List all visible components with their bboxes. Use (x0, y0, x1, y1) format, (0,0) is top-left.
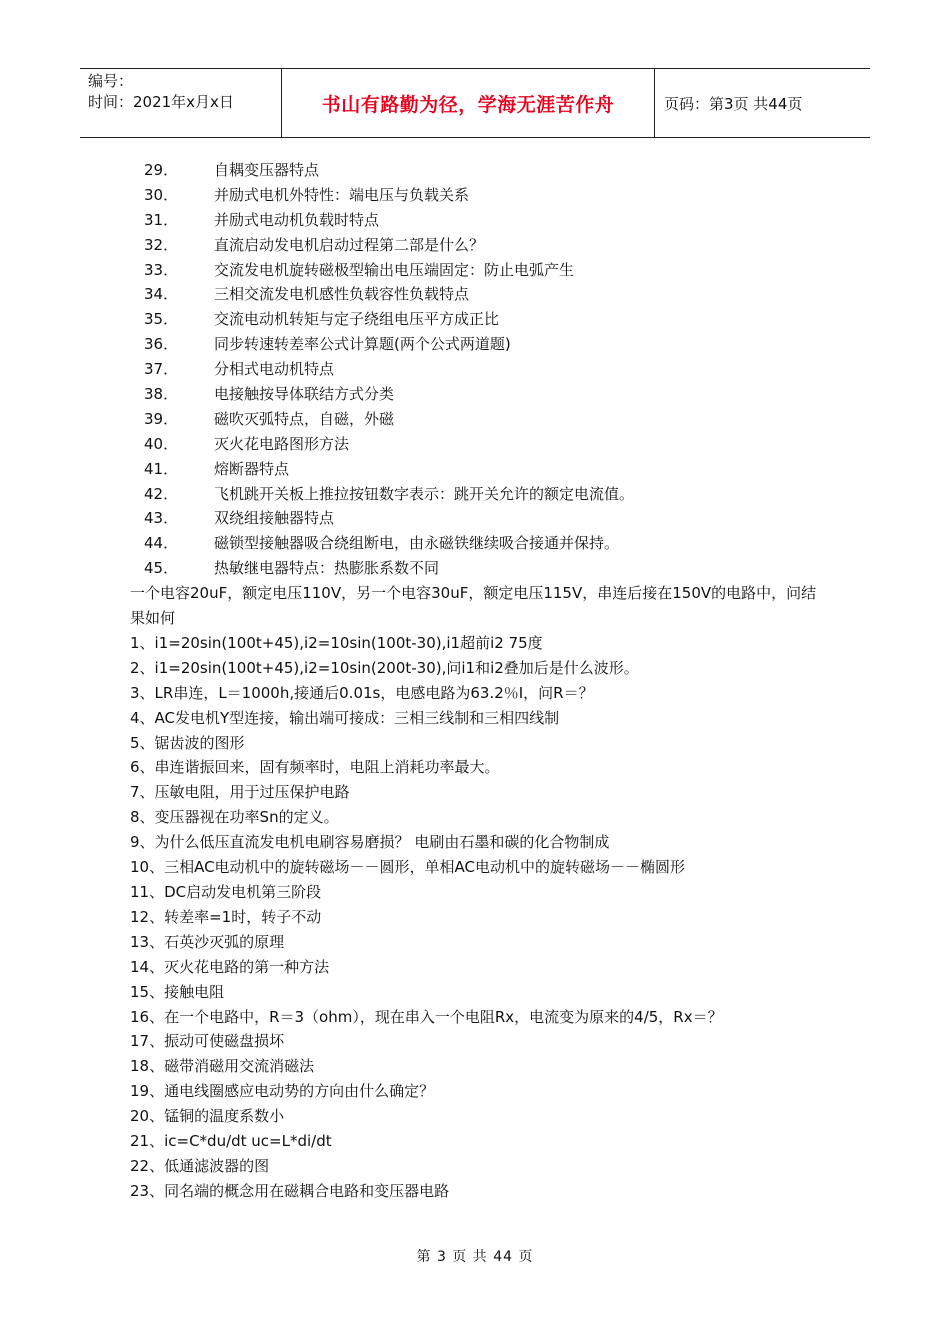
doc-number-label: 编号： (88, 72, 134, 90)
header-page-cell (654, 69, 870, 137)
paragraph-line: 3、LR串连，L＝1000h,接通后0.01s，电感电路为63.2％I，问R＝？ (130, 683, 594, 702)
paragraph-line: 10、三相AC电动机中的旋转磁场－－圆形，单相AC电动机中的旋转磁场－－椭圆形 (130, 858, 686, 877)
item-text: 自耦变压器特点 (214, 161, 320, 179)
item-number: 44． (144, 534, 179, 553)
item-number: 38． (144, 385, 179, 404)
page-header (80, 68, 870, 138)
numbered-item (130, 531, 820, 556)
item-number: 35． (144, 310, 179, 329)
paragraph-list (130, 581, 820, 1204)
numbered-list (130, 158, 820, 581)
item-number: 33． (144, 260, 179, 279)
numbered-item (130, 357, 820, 382)
item-number: 43． (144, 509, 179, 528)
header-motto: 书山有路勤为径，学海无涯苦作舟 (321, 93, 615, 116)
numbered-item (130, 432, 820, 457)
paragraph-line: 9、为什么低压直流发电机电刷容易磨损？ 电刷由石墨和碳的化合物制成 (130, 833, 610, 852)
item-text: 双绕组接触器特点 (214, 509, 335, 528)
item-number: 31． (144, 210, 179, 229)
numbered-item (130, 158, 820, 183)
paragraph-line: 6、串连谐振回来，固有频率时，电阻上消耗功率最大。 (130, 758, 500, 777)
item-text: 热敏继电器特点：热膨胀系数不同 (214, 559, 440, 578)
numbered-item (130, 457, 820, 482)
numbered-item (130, 307, 820, 332)
item-text: 磁吹灭弧特点，自磁，外磁 (214, 409, 395, 428)
item-text: 并励式电机外特性：端电压与负载关系 (214, 185, 470, 204)
item-text: 熔断器特点 (214, 459, 290, 478)
numbered-item (130, 556, 820, 581)
numbered-item (130, 506, 820, 531)
item-text: 交流电动机转矩与定子绕组电压平方成正比 (214, 310, 500, 329)
item-number: 34． (144, 285, 179, 304)
item-text: 三相交流发电机感性负载容性负载特点 (214, 285, 470, 304)
item-number: 39． (144, 409, 179, 428)
paragraph-line: 2、i1=20sin(100t+45),i2=10sin(200t-30),问i1和i2叠加后是什么波形。 (130, 658, 639, 677)
paragraph-line: 16、在一个电路中，R＝3（ohm），现在串入一个电阻Rx，电流变为原来的4/5，Rx＝？ (130, 1007, 723, 1026)
item-number: 42． (144, 484, 179, 503)
item-number: 37． (144, 360, 179, 379)
paragraph-line: 5、锯齿波的图形 (130, 733, 245, 752)
item-text: 磁锁型接触器吸合绕组断电，由永磁铁继续吸合接通并保持。 (214, 534, 620, 553)
document-body (130, 158, 820, 1204)
header-page-info: 页码：第3页 共44页 (664, 94, 803, 113)
item-number: 32． (144, 235, 179, 254)
paragraph-line: 20、锰铜的温度系数小 (130, 1107, 285, 1126)
paragraph-line: 21、ic=C*du/dt uc=L*di/dt (130, 1132, 332, 1151)
paragraph-line: 17、振动可使磁盘损坏 (130, 1032, 285, 1051)
numbered-item (130, 282, 820, 307)
paragraph-line: 22、低通滤波器的图 (130, 1156, 270, 1175)
item-text: 交流发电机旋转磁极型输出电压端固定：防止电弧产生 (214, 260, 575, 279)
page-footer: 第 3 页 共 44 页 (416, 1249, 534, 1265)
numbered-item (130, 233, 820, 258)
item-text: 同步转速转差率公式计算题(两个公式两道题) (214, 335, 511, 354)
item-number: 40． (144, 434, 179, 453)
header-motto-cell (282, 69, 655, 137)
paragraph-line: 11、DC启动发电机第三阶段 (130, 883, 322, 902)
item-text: 飞机跳开关板上推拉按钮数字表示：跳开关允许的额定电流值。 (214, 484, 635, 503)
paragraph-line: 23、同名端的概念用在磁耦合电路和变压器电路 (130, 1181, 450, 1200)
paragraph-line: 1、i1=20sin(100t+45),i2=10sin(100t-30),i1超前i2 75度 (130, 633, 543, 652)
numbered-item (130, 482, 820, 507)
paragraph-line: 7、压敏电阻，用于过压保护电路 (130, 783, 350, 802)
item-text: 分相式电动机特点 (214, 360, 335, 379)
item-number: 45． (144, 559, 179, 578)
numbered-item (130, 407, 820, 432)
item-number: 36． (144, 335, 179, 354)
item-number: 29． (144, 161, 179, 179)
paragraph-line: 14、灭火花电路的第一种方法 (130, 957, 330, 976)
paragraph-line: 4、AC发电机Y型连接，输出端可接成：三相三线制和三相四线制 (130, 708, 560, 727)
numbered-item (130, 382, 820, 407)
numbered-item (130, 183, 820, 208)
item-text: 并励式电动机负载时特点 (214, 210, 380, 229)
item-text: 灭火花电路图形方法 (214, 434, 350, 453)
paragraph-line: 一个电容20uF，额定电压110V，另一个电容30uF，额定电压115V，串连后接在150V的电路中，问结果如何 (130, 584, 817, 628)
item-number: 41． (144, 459, 179, 478)
paragraph-line: 18、磁带消磁用交流消磁法 (130, 1057, 315, 1076)
item-number: 30． (144, 185, 179, 204)
paragraph-line: 15、接触电阻 (130, 982, 225, 1001)
numbered-item (130, 332, 820, 357)
numbered-item (130, 258, 820, 283)
numbered-item (130, 208, 820, 233)
item-text: 电接触按导体联结方式分类 (214, 385, 395, 404)
paragraph-line: 13、石英沙灭弧的原理 (130, 932, 285, 951)
paragraph-line: 19、通电线圈感应电动势的方向由什么确定？ (130, 1082, 435, 1101)
item-text: 直流启动发电机启动过程第二部是什么？ (214, 235, 485, 254)
doc-time-label: 时间：2021年x月x日 (88, 93, 234, 111)
paragraph-line: 8、变压器视在功率Sn的定义。 (130, 808, 339, 827)
paragraph-line: 12、转差率=1时，转子不动 (130, 907, 322, 926)
header-left-cell (80, 69, 282, 137)
